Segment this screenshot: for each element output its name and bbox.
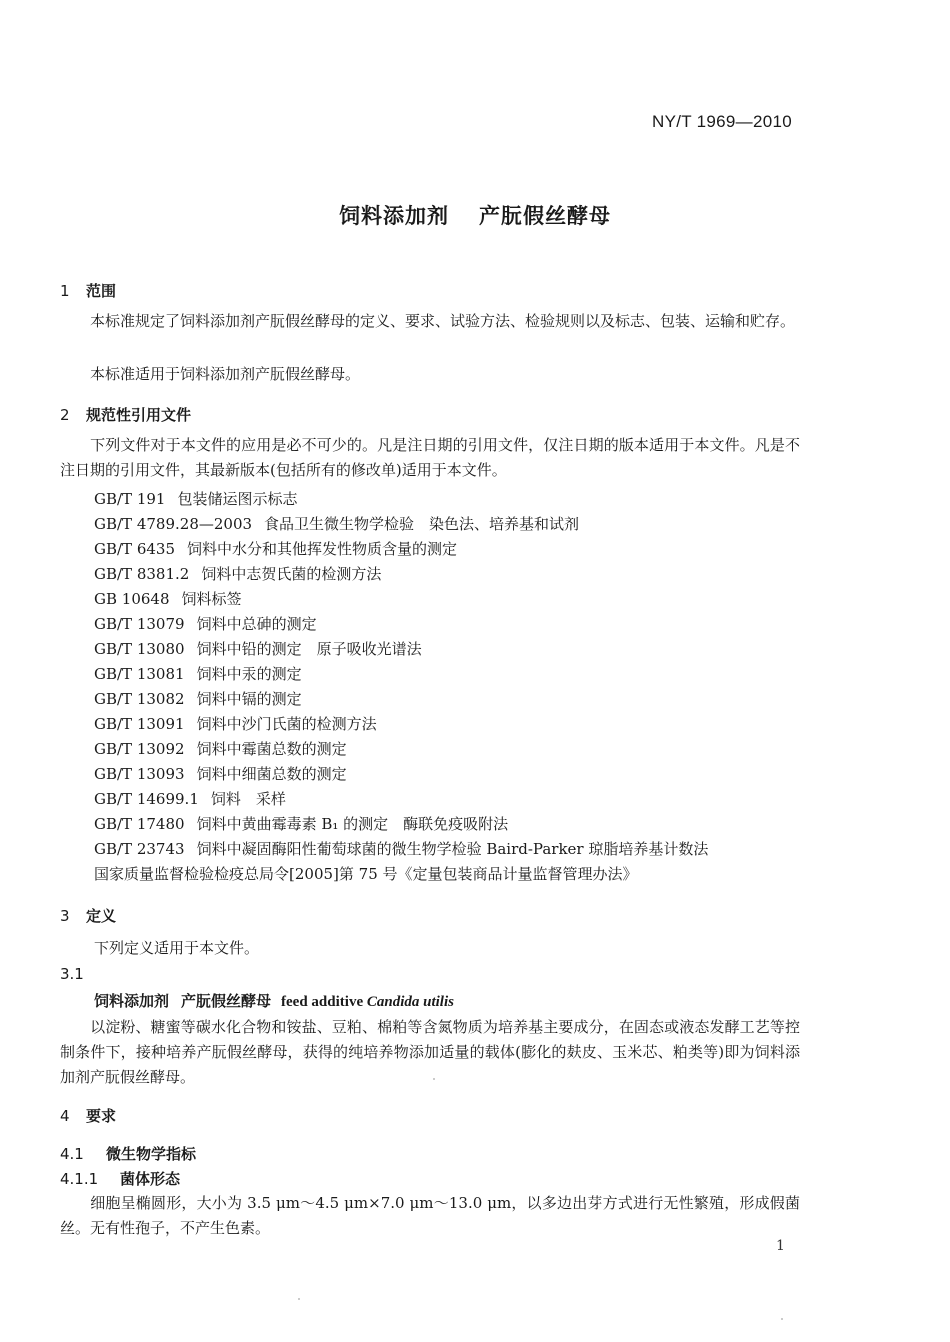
section-number: 1 bbox=[60, 282, 70, 300]
reference-decree: 国家质量监督检验检疫总局令[2005]第 75 号《定量包装商品计量监督管理办法》 bbox=[94, 865, 638, 883]
term-entry: 饲料添加剂 产朊假丝酵母 feed additive Candida utilis bbox=[94, 992, 454, 1010]
reference-item: GB/T 13080 饲料中铅的测定 原子吸收光谱法 bbox=[94, 640, 422, 658]
scan-speck bbox=[433, 1078, 435, 1080]
section-title: 要求 bbox=[86, 1107, 117, 1125]
title-part-2: 产朊假丝酵母 bbox=[479, 204, 611, 228]
reference-item: GB/T 13082 饲料中镉的测定 bbox=[94, 690, 302, 708]
page-number: 1 bbox=[776, 1238, 785, 1254]
standard-code: NY/T 1969—2010 bbox=[652, 112, 792, 131]
reference-item: GB/T 14699.1 饲料 采样 bbox=[94, 790, 286, 808]
section-2-heading bbox=[60, 404, 191, 425]
section-2-intro: 下列文件对于本文件的应用是必不可少的。凡是注日期的引用文件，仅注日期的版本适用于本文件。凡是不注日期的引用文件，其最新版本(包括所有的修改单)适用于本文件。 bbox=[60, 436, 800, 479]
section-title: 规范性引用文件 bbox=[86, 406, 192, 424]
reference-item: GB/T 13081 饲料中汞的测定 bbox=[94, 665, 302, 683]
subsection-4-1-heading: 4.1 微生物学指标 bbox=[60, 1145, 197, 1163]
scan-speck bbox=[781, 1318, 783, 1320]
reference-item: GB/T 13093 饲料中细菌总数的测定 bbox=[94, 765, 347, 783]
reference-item: GB/T 4789.28—2003 食品卫生微生物学检验 染色法、培养基和试剂 bbox=[94, 515, 580, 533]
subsection-4-1-1-heading: 4.1.1 菌体形态 bbox=[60, 1170, 181, 1188]
section-3-heading bbox=[60, 905, 116, 926]
reference-item: GB/T 17480 饲料中黄曲霉毒素 B₁ 的测定 酶联免疫吸附法 bbox=[94, 815, 509, 833]
section-number: 2 bbox=[60, 406, 70, 424]
section-number: 4 bbox=[60, 1107, 70, 1125]
reference-item: GB/T 6435 饲料中水分和其他挥发性物质含量的测定 bbox=[94, 540, 458, 558]
document-title bbox=[0, 200, 950, 230]
reference-item: GB/T 191 包装储运图示标志 bbox=[94, 490, 298, 508]
section-title: 定义 bbox=[86, 907, 117, 925]
section-1-heading bbox=[60, 280, 116, 301]
reference-item: GB/T 13092 饲料中霉菌总数的测定 bbox=[94, 740, 347, 758]
reference-item: GB 10648 饲料标签 bbox=[94, 590, 242, 608]
term-definition: 以淀粉、糖蜜等碳水化合物和铵盐、豆粕、棉粕等含氮物质为培养基主要成分，在固态或液态发酵工艺等控制条件下，接种培养产朊假丝酵母，获得的纯培养物添加适量的载体(膨化的麸皮、玉米芯、粕类等)即为饲料添加剂产朊假丝酵母。 bbox=[60, 1018, 800, 1086]
section-4-paragraph: 细胞呈椭圆形，大小为 3.5 μm～4.5 μm×7.0 μm～13.0 μm，以多边出芽方式进行无性繁殖，形成假菌丝。无有性孢子，不产生色素。 bbox=[60, 1194, 800, 1237]
subsection-3-1-number: 3.1 bbox=[60, 965, 84, 983]
term-english: feed additive Candida utilis bbox=[281, 994, 454, 1010]
section-1-paragraph-1: 本标准规定了饲料添加剂产朊假丝酵母的定义、要求、试验方法、检验规则以及标志、包装、运输和贮存。 bbox=[90, 312, 796, 330]
reference-item: GB/T 13079 饲料中总砷的测定 bbox=[94, 615, 317, 633]
reference-item: GB/T 8381.2 饲料中志贺氏菌的检测方法 bbox=[94, 565, 382, 583]
section-title: 范围 bbox=[86, 282, 117, 300]
title-part-1: 饲料添加剂 bbox=[339, 204, 449, 228]
reference-item: GB/T 13091 饲料中沙门氏菌的检测方法 bbox=[94, 715, 377, 733]
section-number: 3 bbox=[60, 907, 70, 925]
section-3-intro: 下列定义适用于本文件。 bbox=[94, 939, 260, 957]
reference-item: GB/T 23743 饲料中凝固酶阳性葡萄球菌的微生物学检验 Baird-Parker 琼脂培养基计数法 bbox=[94, 840, 709, 858]
section-1-paragraph-2: 本标准适用于饲料添加剂产朊假丝酵母。 bbox=[90, 365, 361, 383]
scan-speck bbox=[298, 1298, 300, 1300]
section-4-heading bbox=[60, 1105, 116, 1126]
